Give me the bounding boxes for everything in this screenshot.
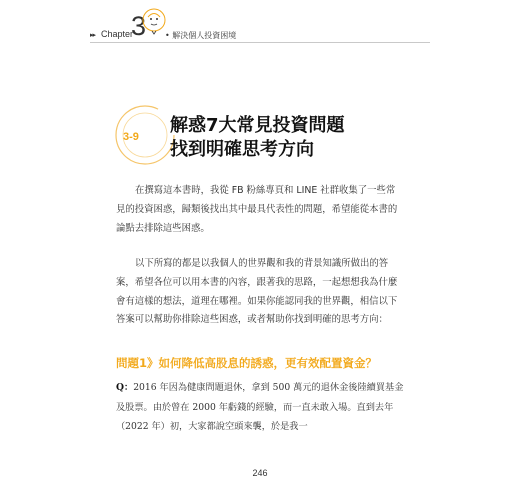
page-header <box>0 0 520 50</box>
qa-paragraph <box>116 378 406 437</box>
question-heading: 問題1》如何降低高股息的誘惑，更有效配置資金？ <box>116 356 377 370</box>
chapter-subtitle: • 解決個人投資困境 <box>165 31 237 40</box>
paragraph-text: 以下所寫的都是以我個人的世界觀和我的背景知識所做出的答案，希望各位可以用本書的內容，跟著我的思路，一起想想我為什麼會有這樣的想法，道理在哪裡。如果你能認同我的世界觀，相信以下答案可以幫助你排除這些困惑，或者幫助你找到明確的思考方向： <box>116 258 398 326</box>
section-title-line-2: 找到明確思考方向 <box>170 139 314 160</box>
intro-paragraph-2 <box>116 255 400 330</box>
double-arrow-icon: ▸▸ <box>90 31 96 39</box>
intro-paragraph-1 <box>116 182 400 238</box>
paragraph-text: 在撰寫這本書時，我從 FB 粉絲專頁和 LINE 社群收集了一些常見的投資困惑，歸類後找出其中最具代表性的問題，希望能從本書的論點去排除這些困惑。 <box>116 185 398 234</box>
q-label: Q： <box>116 382 134 393</box>
section-title-line-1: 解惑7大常見投資問題 <box>170 115 345 136</box>
chapter-number: 3 <box>131 11 147 41</box>
section-number: 3-9 <box>123 131 139 143</box>
qa-text: 2016 年因為健康問題退休，拿到 500 萬元的退休金後陸續買基金及股票。由於曾在 2000 年虧錢的經驗，而一直未敢入場。直到去年（2022 年）初，大家都說空頭來襲，於是我一 <box>116 382 404 432</box>
page-number: 246 <box>252 468 268 478</box>
header-divider <box>90 42 430 43</box>
chapter-label: Chapter <box>101 29 134 39</box>
section-badge-icon <box>112 102 178 168</box>
section-title <box>170 114 345 162</box>
